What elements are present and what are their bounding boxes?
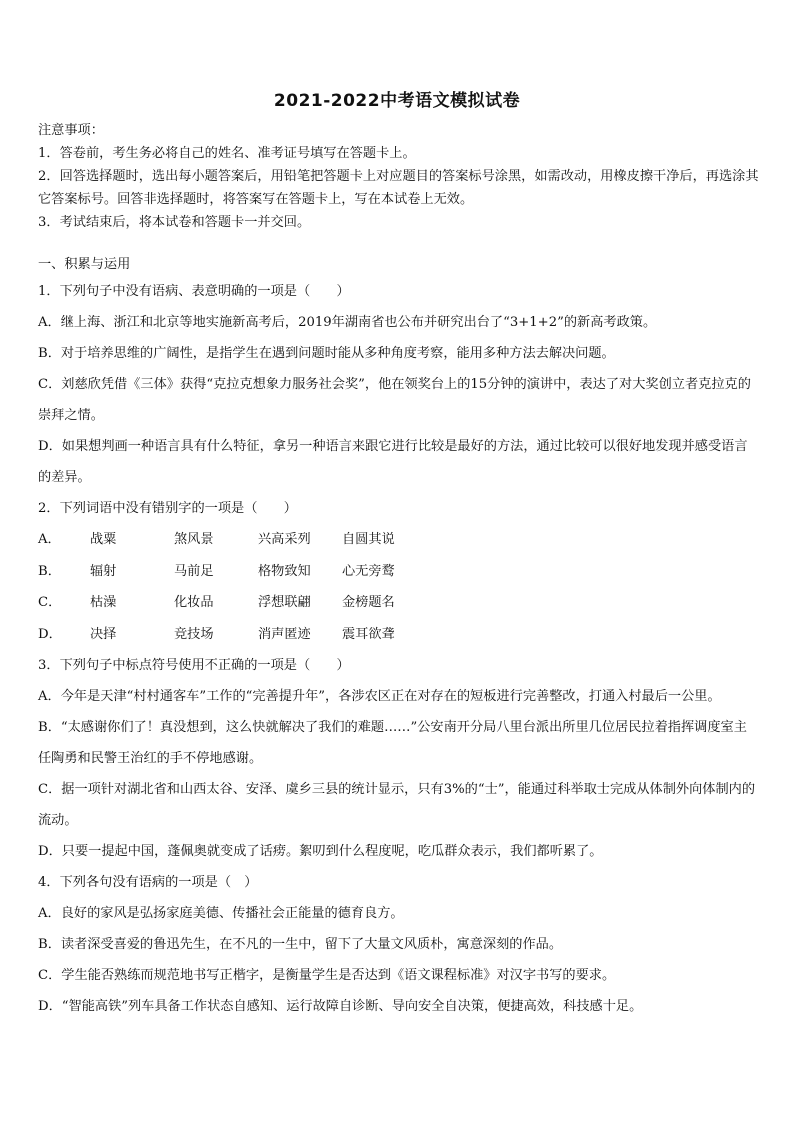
- question-4: [38, 867, 760, 1022]
- question-stem: 1．下列句子中没有语病、表意明确的一项是（ ）: [38, 284, 350, 299]
- notice-item: 1．答卷前，考生务必将自己的姓名、准考证号填写在答题卡上。: [38, 146, 416, 161]
- word: 煞风景: [174, 532, 214, 547]
- word: 消声匿迹: [258, 626, 311, 642]
- option-row-a: [38, 524, 760, 556]
- question-2: [38, 493, 760, 650]
- option-d: D．如果想判画一种语言具有什么特征，拿另一种语言来跟它进行比较是最好的方法，通过比较可以很好地发现并感受语言的差异。: [38, 439, 748, 485]
- option-d: D．只要一提起中国，蓬佩奥就变成了话痨。絮叨到什么程度呢，吃瓜群众表示，我们都听累了。: [38, 844, 603, 859]
- option-c: C．学生能否熟练而规范地书写正楷字，是衡量学生是否达到《语文课程标准》对汉字书写的要求。: [38, 968, 616, 983]
- word: 金榜题名: [342, 595, 395, 610]
- question-stem: 3．下列句子中标点符号使用不正确的一项是（ ）: [38, 658, 350, 673]
- word: 心无旁鹜: [342, 563, 395, 579]
- notice-item: 3．考试结束后，将本试卷和答题卡一并交回。: [38, 215, 311, 230]
- option-label: C．: [38, 595, 62, 610]
- option-label: D．: [38, 626, 62, 642]
- word: 竞技场: [174, 626, 214, 642]
- option-d: D．“智能高铁”列车具备工作状态自感知、运行故障自诊断、导向安全自决策，便捷高效，科技感十足。: [38, 999, 643, 1014]
- option-a: A．良好的家风是弘扬家庭美德、传播社会正能量的德育良方。: [38, 906, 404, 921]
- question-3: [38, 650, 760, 867]
- word: 浮想联翩: [258, 595, 311, 610]
- page-title: 2021-2022中考语文模拟试卷: [273, 91, 521, 111]
- word: 格物致知: [258, 563, 311, 579]
- word: 震耳欲聋: [342, 626, 395, 642]
- option-row-b: [38, 556, 760, 588]
- word: 兴高采列: [258, 532, 311, 547]
- option-b: B．对于培养思维的广阔性，是指学生在遇到问题时能从多种角度考察，能用多种方法去解决问题。: [38, 346, 615, 361]
- notice-item: 2．回答选择题时，选出每小题答案后，用铅笔把答题卡上对应题目的答案标号涂黑，如需改动，用橡皮擦干净后，再选涂其它答案标号。回答非选择题时，将答案写在答题卡上，写在本试卷上无效。: [38, 169, 759, 207]
- word: 自圆其说: [342, 532, 395, 547]
- option-row-c: [38, 587, 760, 619]
- option-c: C．刘慈欣凭借《三体》获得“克拉克想象力服务社会奖”，他在领奖台上的15分钟的演讲中，表达了对大奖创立者克拉克的崇拜之情。: [38, 377, 751, 423]
- notice-block: [38, 119, 760, 234]
- question-stem: 2．下列词语中没有错别字的一项是（ ）: [38, 501, 297, 516]
- option-label: B．: [38, 563, 61, 579]
- content: [38, 119, 760, 1022]
- option-a: A．今年是天津“村村通客车”工作的“完善提升年”，各涉农区正在对存在的短板进行完善整改，打通入村最后一公里。: [38, 689, 721, 704]
- option-b: B．读者深受喜爱的鲁迅先生，在不凡的一生中，留下了大量文风质朴，寓意深刻的作品。: [38, 937, 562, 952]
- question-1: [38, 276, 760, 493]
- notice-heading: 注意事项：: [38, 123, 104, 138]
- word: 战粟: [90, 532, 117, 547]
- option-c: C．据一项针对湖北省和山西太谷、安泽、虞乡三县的统计显示，只有3%的“士”，能通过科举取士完成从体制外向体制内的流动。: [38, 782, 756, 828]
- option-a: A．继上海、浙江和北京等地实施新高考后，2019年湖南省也公布并研究出台了“3+1+2”的新高考政策。: [38, 315, 657, 330]
- word: 枯澡: [90, 595, 117, 610]
- word: 辐射: [90, 563, 117, 579]
- word: 决择: [90, 626, 117, 642]
- section-heading: 一、积累与运用: [38, 257, 131, 272]
- option-b: B．“太感谢你们了！真没想到，这么快就解决了我们的难题……”公安南开分局八里台派出所里几位居民拉着指挥调度室主任陶勇和民警王治红的手不停地感谢。: [38, 720, 747, 766]
- word: 化妆品: [174, 595, 214, 610]
- option-row-d: [38, 619, 760, 651]
- question-stem: 4．下列各句没有语病的一项是（ ）: [38, 875, 258, 890]
- option-label: A．: [38, 532, 61, 547]
- word: 马前足: [174, 563, 214, 579]
